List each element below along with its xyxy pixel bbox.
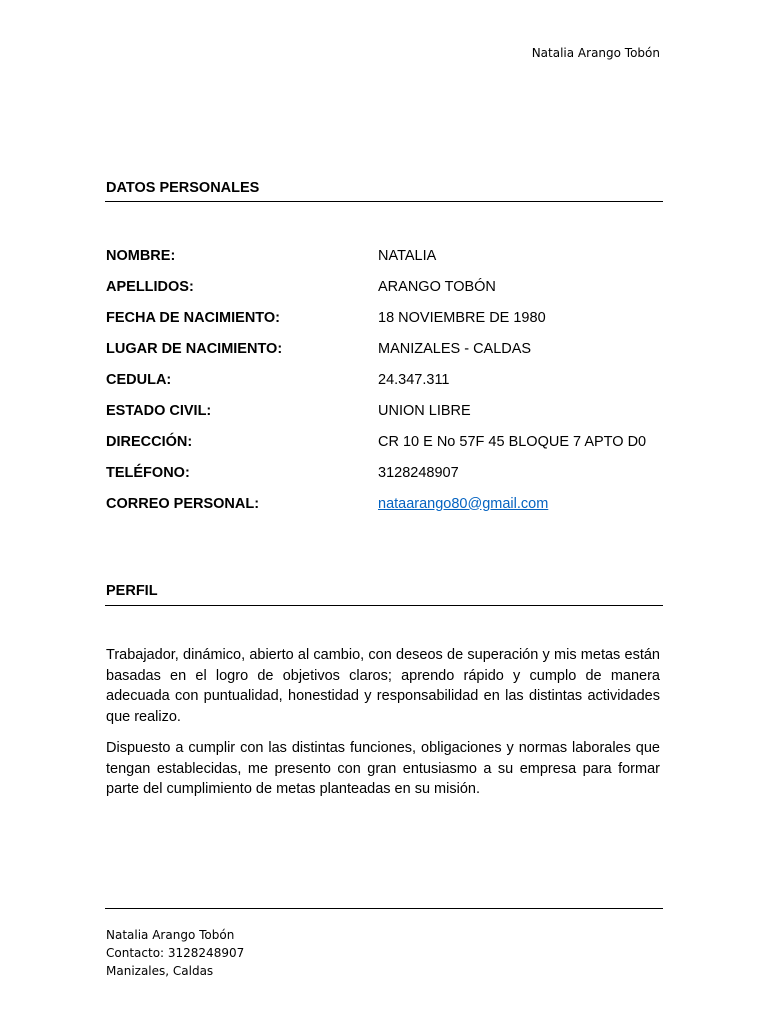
info-row-nombre xyxy=(106,241,666,272)
info-row-estado-civil xyxy=(106,395,666,426)
info-row-lugar-nacimiento xyxy=(106,334,666,365)
info-label: FECHA DE NACIMIENTO: xyxy=(106,310,280,327)
info-value: 24.347.311 xyxy=(378,372,450,388)
section-divider-personal xyxy=(105,201,663,202)
info-label: NOMBRE: xyxy=(106,248,176,265)
info-value: CR 10 E No 57F 45 BLOQUE 7 APTO D0 xyxy=(378,433,647,450)
info-label: LUGAR DE NACIMIENTO: xyxy=(106,341,283,358)
footer-divider xyxy=(105,908,663,909)
info-row-correo xyxy=(106,488,666,519)
info-value: 3128248907 xyxy=(378,464,459,481)
info-row-apellidos xyxy=(106,272,666,303)
email-link[interactable]: nataarango80@gmail.com xyxy=(378,495,549,512)
page-header-name: Natalia Arango Tobón xyxy=(531,46,660,60)
info-value: UNION LIBRE xyxy=(378,402,471,419)
info-row-telefono xyxy=(106,457,666,488)
footer-location: Manizales, Caldas xyxy=(106,964,214,978)
profile-paragraph-1: Trabajador, dinámico, abierto al cambio, con deseos de superación y mis metas están basadas en el logro de objetivos claros; aprendo rápido y cumplo de manera adecuada con puntualidad, honestidad y responsabilidad en las distintas actividades que realizo. xyxy=(106,647,660,725)
info-label: CEDULA: xyxy=(106,372,172,388)
personal-info-table xyxy=(106,241,666,519)
info-value: 18 NOVIEMBRE DE 1980 xyxy=(378,310,546,327)
info-label: DIRECCIÓN: xyxy=(106,433,193,450)
info-value: NATALIA xyxy=(378,248,437,265)
footer xyxy=(106,926,244,980)
section-title-perfil: PERFIL xyxy=(106,583,158,599)
footer-name: Natalia Arango Tobón xyxy=(106,928,235,942)
info-row-cedula xyxy=(106,365,666,396)
section-divider-perfil xyxy=(105,605,663,606)
info-row-fecha-nacimiento xyxy=(106,303,666,334)
profile-paragraph-2: Dispuesto a cumplir con las distintas funciones, obligaciones y normas laborales que tengan establecidas, me presento con gran entusiasmo a su empresa para formar parte del cumplimiento de metas planteadas en su misión. xyxy=(106,740,660,798)
info-value: ARANGO TOBÓN xyxy=(378,279,496,296)
info-label: TELÉFONO: xyxy=(106,464,190,481)
info-label: CORREO PERSONAL: xyxy=(106,495,260,512)
section-title-personal: DATOS PERSONALES xyxy=(106,180,260,196)
footer-contact: Contacto: 3128248907 xyxy=(106,946,245,960)
info-value: MANIZALES - CALDAS xyxy=(378,341,532,358)
info-row-direccion xyxy=(106,426,666,457)
info-label: ESTADO CIVIL: xyxy=(106,402,212,419)
info-label: APELLIDOS: xyxy=(106,279,194,296)
